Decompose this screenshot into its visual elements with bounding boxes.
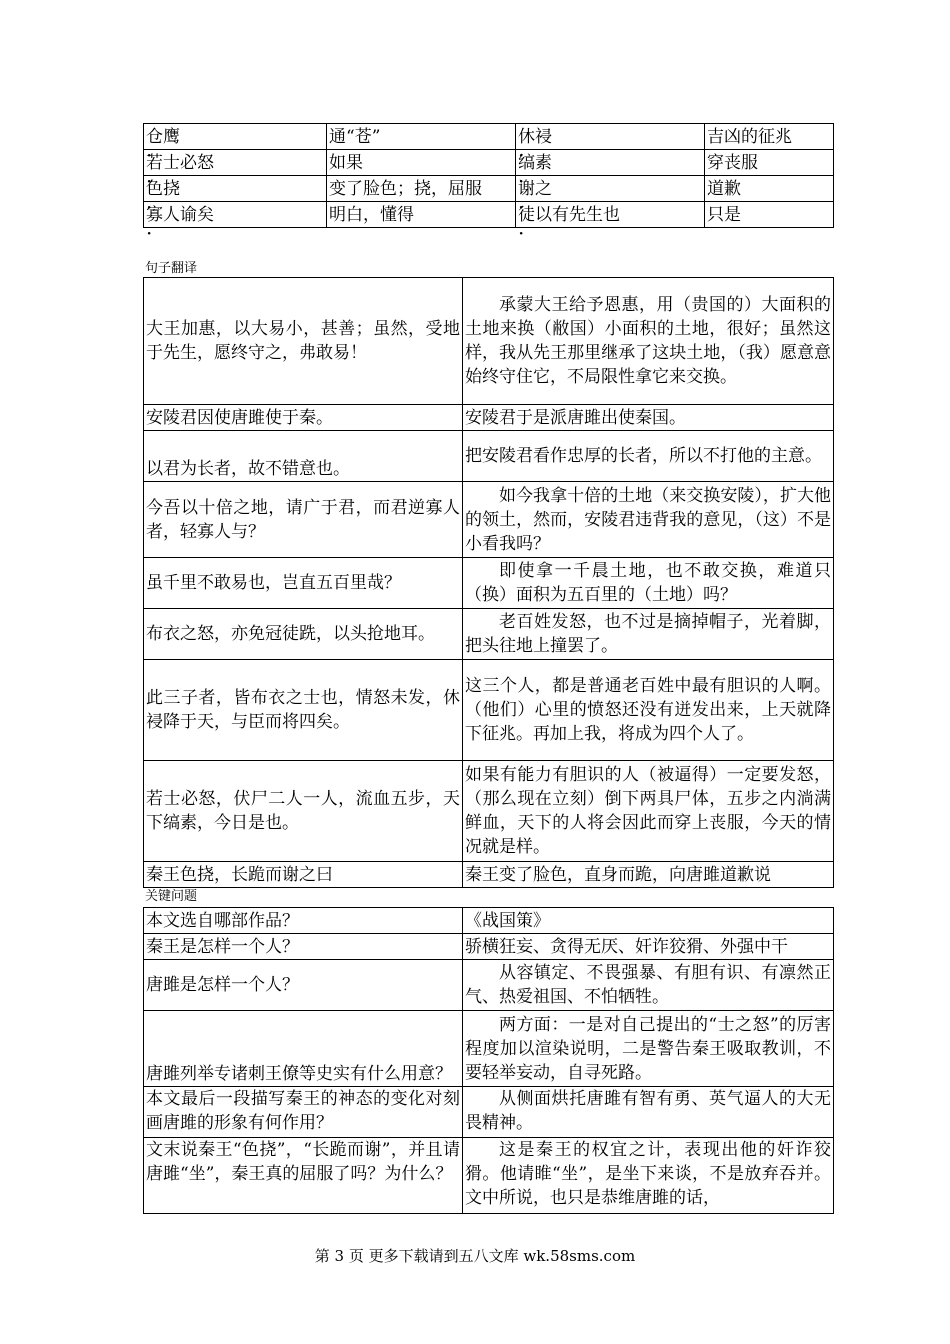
vocab-meaning: 变了脸色；挠，屈服	[327, 176, 516, 202]
vocab-word: 寡人谕矣 ·	[144, 202, 327, 228]
question-text: 文末说秦王“色挠”，“长跪而谢”，并且请唐雎“坐”，秦王真的屈服了吗？为什么？	[144, 1138, 463, 1214]
translation-row	[144, 609, 834, 660]
translation-target: 秦王变了脸色，直身而跪，向唐雎道歉说	[463, 862, 834, 888]
translation-target: 老百姓发怒，也不过是摘掉帽子，光着脚，把头往地上撞罢了。	[463, 609, 834, 660]
translation-source: 秦王色挠，长跪而谢之曰	[144, 862, 463, 888]
section-title-questions: 关键问题	[145, 889, 198, 904]
question-row	[144, 960, 834, 1011]
question-row	[144, 1087, 834, 1138]
vocab-meaning: 穿丧服	[705, 150, 834, 176]
answer-text: 这是秦王的权宜之计，表现出他的奸诈狡猾。他请睢“坐”，是坐下来谈，不是放弃吞并。文中所说，也只是恭维唐雎的话，	[463, 1138, 834, 1214]
vocab-meaning: 道歉	[705, 176, 834, 202]
vocab-row	[144, 202, 834, 228]
question-row	[144, 908, 834, 934]
answer-text: 从侧面烘托唐雎有智有勇、英气逼人的大无畏精神。	[463, 1087, 834, 1138]
translation-row	[144, 431, 834, 482]
questions-table	[143, 907, 834, 1214]
translation-row	[144, 405, 834, 431]
vocab-meaning: 如果	[327, 150, 516, 176]
vocab-meaning: 只是	[705, 202, 834, 228]
question-text: 本文选自哪部作品？	[144, 908, 463, 934]
vocab-word: 谢之 ·	[516, 176, 705, 202]
translation-row	[144, 761, 834, 862]
translation-target: 如今我拿十倍的土地（来交换安陵），扩大他的领土，然而，安陵君违背我的意见，（这）不是小看我吗？	[463, 482, 834, 558]
translation-source: 此三子者，皆布衣之士也，情怒未发，休祲降于天，与臣而将四矣。	[144, 660, 463, 761]
page-footer: 第 3 页 更多下载请到五八文库 wk.58sms.com	[314, 1247, 636, 1265]
vocab-meaning: 通“苍”	[327, 124, 516, 150]
question-text: 唐雎列举专诸刺王僚等史实有什么用意？	[144, 1011, 463, 1087]
vocab-meaning: 明白，懂得	[327, 202, 516, 228]
vocab-row	[144, 176, 834, 202]
translation-source: 安陵君因使唐雎使于秦。	[144, 405, 463, 431]
answer-text: 《战国策》	[463, 908, 834, 934]
answer-text: 骄横狂妄、贪得无厌、奸诈狡猾、外强中干	[463, 934, 834, 960]
vocab-word: 徒以有先生也 ·	[516, 202, 705, 228]
translation-source: 虽千里不敢易也，岂直五百里哉？	[144, 558, 463, 609]
vocab-row	[144, 124, 834, 150]
translation-table	[143, 277, 834, 888]
vocab-meaning: 吉凶的征兆	[705, 124, 834, 150]
answer-text: 两方面：一是对自己提出的“士之怒”的厉害程度加以渲染说明，二是警告秦王吸取教训，不要轻举妄动，自寻死路。	[463, 1011, 834, 1087]
translation-source: 大王加惠，以大易小，甚善；虽然，受地于先生，愿终守之，弗敢易！	[144, 278, 463, 405]
question-row	[144, 1011, 834, 1087]
translation-row	[144, 558, 834, 609]
vocab-word: 休祲 ·	[516, 124, 705, 150]
translation-target: 安陵君于是派唐雎出使秦国。	[463, 405, 834, 431]
translation-target: 承蒙大王给予恩惠，用（贵国的）大面积的土地来换（敝国）小面积的土地，很好；虽然这样，我从先王那里继承了这块土地，（我）愿意意始终守住它，不局限性拿它来交换。	[463, 278, 834, 405]
answer-text: 从容镇定、不畏强暴、有胆有识、有凛然正气、热爱祖国、不怕牺牲。	[463, 960, 834, 1011]
vocab-table	[143, 123, 834, 228]
translation-target: 即使拿一千晨土地，也不敢交换，难道只（换）面积为五百里的（土地）吗？	[463, 558, 834, 609]
section-title-translation: 句子翻译	[145, 261, 198, 276]
translation-source: 布衣之怒，亦免冠徒跣，以头抢地耳。	[144, 609, 463, 660]
question-text: 唐雎是怎样一个人？	[144, 960, 463, 1011]
vocab-word: 仓鹰 ·	[144, 124, 327, 150]
translation-target: 这三个人，都是普通老百姓中最有胆识的人啊。（他们）心里的愤怒还没有迸发出来，上天就降下征兆。再加上我，将成为四个人了。	[463, 660, 834, 761]
translation-target: 如果有能力有胆识的人（被逼得）一定要发怒，（那么现在立刻）倒下两具尸体，五步之内淌满鲜血，天下的人将会因此而穿上丧服，今天的情况就是样。	[463, 761, 834, 862]
vocab-word: 缟素 ·	[516, 150, 705, 176]
translation-row	[144, 862, 834, 888]
translation-row	[144, 660, 834, 761]
translation-target: 把安陵君看作忠厚的长者，所以不打他的主意。	[463, 431, 834, 482]
question-row	[144, 934, 834, 960]
vocab-word: 若士必怒 ·	[144, 150, 327, 176]
vocab-row	[144, 150, 834, 176]
translation-source: 今吾以十倍之地，请广于君，而君逆寡人者，轻寡人与？	[144, 482, 463, 558]
question-text: 本文最后一段描写秦王的神态的变化对刻画唐雎的形象有何作用？	[144, 1087, 463, 1138]
translation-source: 若士必怒，伏尸二人一人，流血五步，天下缟素，今日是也。	[144, 761, 463, 862]
question-row	[144, 1138, 834, 1214]
question-text: 秦王是怎样一个人？	[144, 934, 463, 960]
vocab-word: 色挠 ·	[144, 176, 327, 202]
translation-row	[144, 482, 834, 558]
translation-source: 以君为长者，故不错意也。	[144, 431, 463, 482]
translation-row	[144, 278, 834, 405]
